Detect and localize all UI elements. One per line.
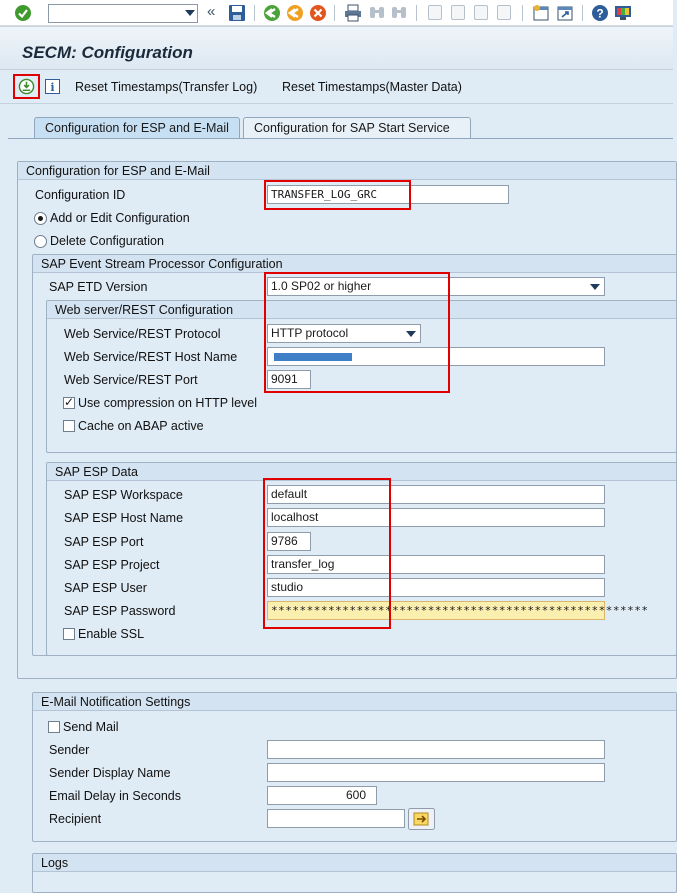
compression-checkbox[interactable]: [63, 397, 75, 409]
send-mail-checkbox[interactable]: [48, 721, 60, 733]
back-icon[interactable]: [263, 4, 281, 22]
config-id-field[interactable]: TRANSFER_LOG_GRC: [267, 185, 509, 204]
tab-divider: [8, 138, 673, 139]
help-icon[interactable]: [591, 4, 609, 22]
protocol-select[interactable]: [267, 324, 421, 343]
tab-esp-email[interactable]: Configuration for ESP and E-Mail: [34, 117, 240, 139]
print-icon[interactable]: [344, 4, 362, 22]
esp-project-field[interactable]: transfer_log: [267, 555, 605, 574]
command-field[interactable]: [48, 4, 198, 23]
ssl-label: Enable SSL: [78, 627, 145, 641]
web-host-field[interactable]: [267, 347, 605, 366]
reset-timestamps-transfer-log-button[interactable]: Reset Timestamps(Transfer Log): [75, 80, 258, 94]
cache-label: Cache on ABAP active: [78, 419, 204, 433]
esp-host-field[interactable]: localhost: [267, 508, 605, 527]
history-icon[interactable]: «: [207, 3, 216, 20]
shortcut-icon[interactable]: [556, 4, 574, 22]
find-next-icon[interactable]: [390, 4, 408, 22]
last-page-icon[interactable]: [497, 5, 511, 20]
send-mail-label: Send Mail: [63, 720, 119, 734]
group-title: Logs: [33, 854, 676, 872]
cache-checkbox[interactable]: [63, 420, 75, 432]
tab-sap-start-service[interactable]: Configuration for SAP Start Service: [243, 117, 471, 139]
redaction-bar: [274, 353, 352, 361]
customize-layout-icon[interactable]: [614, 4, 632, 22]
delete-label: Delete Configuration: [50, 234, 164, 248]
info-icon[interactable]: [45, 79, 60, 94]
config-id-label: Configuration ID: [35, 188, 126, 202]
email-delay-field[interactable]: 600: [267, 786, 377, 805]
enter-check-icon[interactable]: [14, 4, 32, 22]
new-session-icon[interactable]: [532, 4, 550, 22]
delete-radio[interactable]: [34, 235, 47, 248]
web-port-field[interactable]: 9091: [267, 370, 311, 389]
cancel-icon[interactable]: [309, 4, 327, 22]
esp-port-label: SAP ESP Port: [64, 535, 144, 549]
reset-timestamps-master-data-button[interactable]: Reset Timestamps(Master Data): [282, 80, 462, 94]
group-title: E-Mail Notification Settings: [33, 693, 676, 711]
email-delay-label: Email Delay in Seconds: [49, 789, 182, 803]
recipient-field[interactable]: [267, 809, 405, 828]
esp-password-field[interactable]: *****************************************************: [267, 601, 605, 620]
next-page-icon[interactable]: [474, 5, 488, 20]
chevron-down-icon[interactable]: [185, 10, 195, 16]
etd-version-select[interactable]: [267, 277, 605, 296]
sender-field[interactable]: [267, 740, 605, 759]
esp-port-field[interactable]: 9786: [267, 532, 311, 551]
esp-user-label: SAP ESP User: [64, 581, 147, 595]
save-icon[interactable]: [228, 4, 246, 22]
web-port-label: Web Service/REST Port: [64, 373, 198, 387]
sender-label: Sender: [49, 743, 90, 757]
etd-version-value: 1.0 SP02 or higher: [271, 279, 372, 293]
etd-version-label: SAP ETD Version: [49, 280, 148, 294]
group-title: Configuration for ESP and E-Mail: [18, 162, 676, 180]
find-icon[interactable]: [368, 4, 386, 22]
page-title: SECM: Configuration: [22, 43, 193, 62]
compression-label: Use compression on HTTP level: [78, 396, 258, 410]
web-host-label: Web Service/REST Host Name: [64, 350, 238, 364]
esp-workspace-field[interactable]: default: [267, 485, 605, 504]
group-title: SAP Event Stream Processor Configuration: [33, 255, 676, 273]
chevron-down-icon[interactable]: [590, 284, 600, 290]
add-edit-radio[interactable]: [34, 212, 47, 225]
esp-workspace-label: SAP ESP Workspace: [64, 488, 183, 502]
first-page-icon[interactable]: [428, 5, 442, 20]
esp-project-label: SAP ESP Project: [64, 558, 160, 572]
protocol-value: HTTP protocol: [271, 326, 349, 340]
svg-text:i: i: [50, 81, 55, 94]
svg-text:?: ?: [596, 6, 604, 21]
esp-password-label: SAP ESP Password: [64, 604, 176, 618]
previous-page-icon[interactable]: [451, 5, 465, 20]
title-bar: [0, 26, 673, 70]
multiple-selection-icon[interactable]: [408, 808, 435, 830]
sender-display-field[interactable]: [267, 763, 605, 782]
standard-toolbar: [0, 0, 673, 26]
esp-host-label: SAP ESP Host Name: [64, 511, 184, 525]
group-title: SAP ESP Data: [47, 463, 676, 481]
recipient-label: Recipient: [49, 812, 102, 826]
sender-display-label: Sender Display Name: [49, 766, 171, 780]
add-edit-label: Add or Edit Configuration: [50, 211, 190, 225]
activate-icon[interactable]: [18, 78, 35, 95]
group-title: Web server/REST Configuration: [47, 301, 676, 319]
ssl-checkbox[interactable]: [63, 628, 75, 640]
esp-user-field[interactable]: studio: [267, 578, 605, 597]
chevron-down-icon[interactable]: [406, 331, 416, 337]
protocol-label: Web Service/REST Protocol: [64, 327, 221, 341]
application-toolbar: [0, 70, 673, 104]
exit-icon[interactable]: [286, 4, 304, 22]
group-logs: [32, 853, 677, 893]
